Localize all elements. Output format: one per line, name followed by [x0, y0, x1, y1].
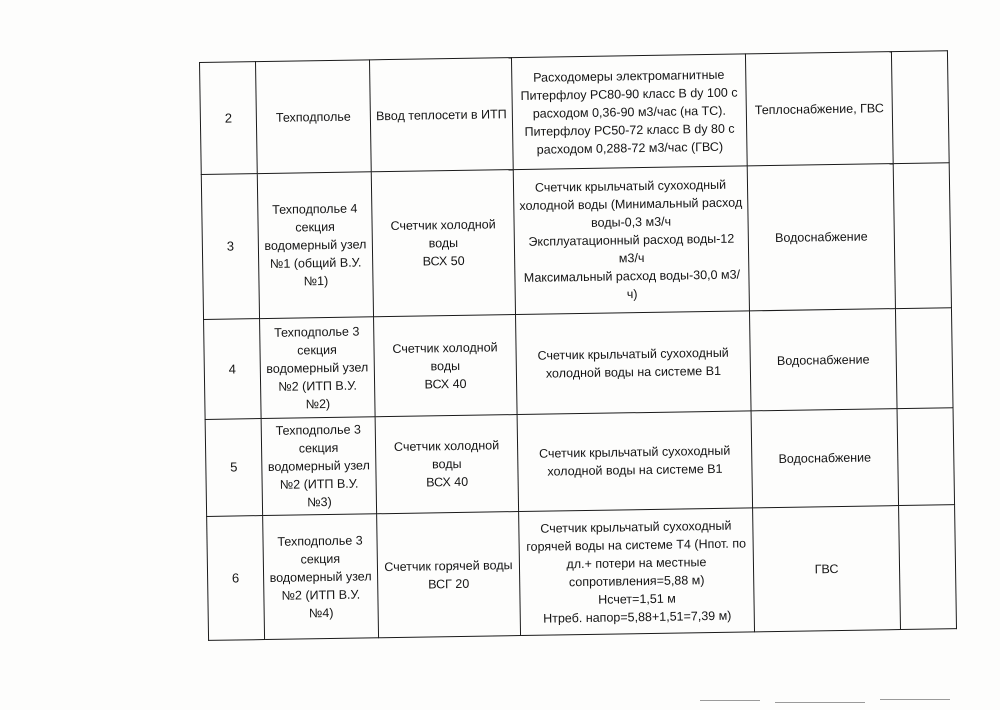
scan-artifact	[880, 699, 950, 700]
description-cell: Расходомеры электромагнитные Питерфлоу РС80-90 класс В dy 100 с расходом 0,36-90 м3/час (на ТС). Питерфлоу РС50-72 класс В dy 80 с расходом 0,288-72 м3/час (ГВС)	[511, 54, 747, 170]
row-number-cell: 4	[204, 319, 262, 420]
purpose-cell: Водоснабжение	[747, 164, 895, 311]
note-cell	[893, 163, 951, 309]
location-cell: Техподполье 3 секция водомерный узел №2 (ИТП В.У. №2)	[260, 317, 376, 419]
device-name-cell: Счетчик холодной воды ВСХ 40	[375, 415, 519, 514]
purpose-cell: Теплоснабжение, ГВС	[745, 52, 893, 166]
equipment-table	[199, 50, 957, 641]
table-row	[200, 51, 950, 175]
scan-artifact	[700, 700, 760, 701]
note-cell	[891, 51, 949, 164]
note-cell	[895, 308, 953, 409]
row-number-cell: 2	[200, 62, 258, 175]
note-cell	[899, 505, 957, 630]
table-row	[205, 408, 954, 517]
location-cell: Техподполье 4 секция водомерный узел №1 (общий В.У. №1)	[257, 172, 373, 319]
note-cell	[897, 408, 955, 506]
row-number-cell: 3	[201, 174, 259, 320]
scan-artifact	[775, 702, 865, 703]
description-cell: Счетчик крыльчатый сухоходный холодной воды на системе В1	[517, 411, 752, 512]
device-name-cell: Счетчик горячей воды ВСГ 20	[377, 512, 521, 638]
description-cell: Счетчик крыльчатый сухоходный горячей воды на системе Т4 (Нпот. по дл.+ потери на местные сопротивления=5,88 м) Нсчет=1,51 м Нтреб. напор=5,88+1,51=7,39 м)	[519, 508, 755, 636]
table-body	[200, 51, 957, 641]
device-name-cell: Счетчик холодной воды ВСХ 40	[374, 315, 518, 417]
purpose-cell: Водоснабжение	[751, 409, 899, 508]
description-cell: Счетчик крыльчатый сухоходный холодной воды (Минимальный расход воды-0,3 м3/ч Эксплуатационный расход воды-12 м3/ч Максимальный расход воды-30,0 м3/ч)	[513, 166, 749, 315]
location-cell: Техподполье 3 секция водомерный узел №2 (ИТП В.У. №4)	[263, 514, 379, 640]
device-name-cell: Счетчик холодной воды ВСХ 50	[371, 170, 515, 317]
purpose-cell: Водоснабжение	[749, 309, 897, 411]
description-cell: Счетчик крыльчатый сухоходный холодной воды на системе В1	[516, 311, 752, 415]
device-name-cell: Ввод теплосети в ИТП	[369, 58, 513, 172]
location-cell: Техподполье 3 секция водомерный узел №2 (ИТП В.У. №3)	[261, 417, 377, 516]
row-number-cell: 5	[205, 419, 263, 517]
location-cell: Техподполье	[256, 60, 372, 174]
table-row	[207, 505, 957, 641]
purpose-cell: ГВС	[753, 506, 901, 632]
row-number-cell: 6	[207, 516, 265, 641]
table-row	[204, 308, 953, 420]
table-row	[201, 163, 951, 320]
equipment-table-wrapper	[199, 50, 956, 640]
